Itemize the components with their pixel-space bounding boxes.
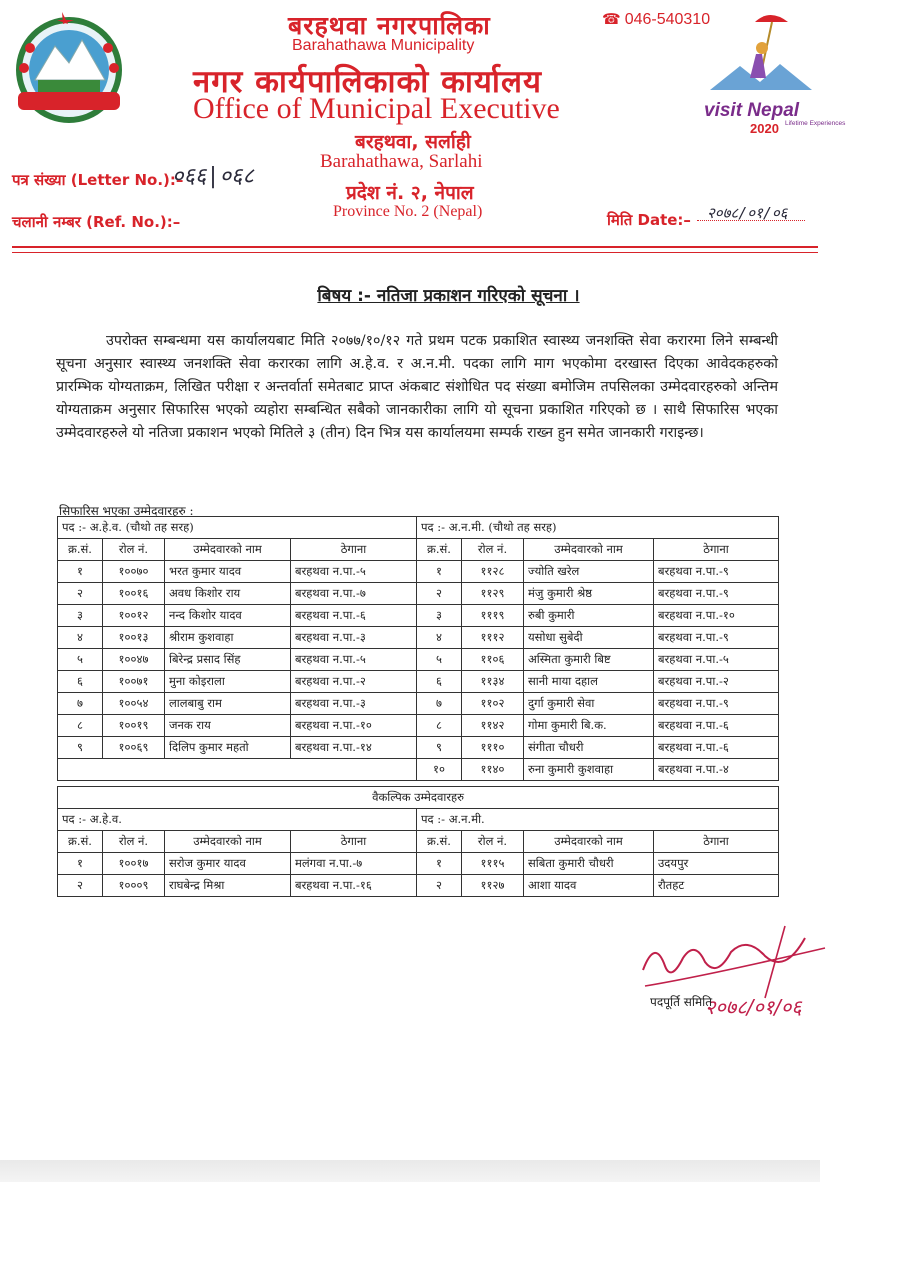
table-cell: बरहथवा न.पा.-४ [654,759,779,781]
table-cell: अवध किशोर राय [165,583,291,605]
column-header: क्र.सं. [417,831,462,853]
column-header: उम्मेदवारको नाम [165,539,291,561]
column-header: ठेगाना [291,539,417,561]
table-cell: आशा यादव [524,875,654,897]
table-row [58,605,779,627]
table-cell: ८ [58,715,103,737]
table-cell: बरहथवा न.पा.-९ [654,627,779,649]
table-title: वैकल्पिक उम्मेदवारहरु [58,787,779,809]
table-cell: बरहथवा न.पा.-१४ [291,737,417,759]
table-cell: बरहथवा न.पा.-७ [291,583,417,605]
table-cell: ११२७ [462,875,524,897]
table-row [58,715,779,737]
table-title-row [58,787,779,809]
table-cell: बरहथवा न.पा.-३ [291,627,417,649]
table-cell: बरहथवा न.पा.-५ [654,649,779,671]
table-cell: १ [58,853,103,875]
table-cell: सबिता कुमारी चौधरी [524,853,654,875]
table-cell: १००५४ [103,693,165,715]
table-cell: जनक राय [165,715,291,737]
office-name-nepali: नगर कार्यपालिकाको कार्यालय [193,64,542,100]
table-cell: श्रीराम कुशवाहा [165,627,291,649]
column-header: उम्मेदवारको नाम [165,831,291,853]
table-cell: १११२ [462,627,524,649]
table-cell: २ [417,875,462,897]
table-cell: १ [417,853,462,875]
table-cell: ज्योति खरेल [524,561,654,583]
table-cell: नन्द किशोर यादव [165,605,291,627]
table-row [58,853,779,875]
municipality-name-nepali: बरहथवा नगरपालिका [288,11,491,40]
recommended-candidates-label: सिफारिस भएका उम्मेदवारहरु : [59,504,194,518]
svg-text:Lifetime Experiences: Lifetime Experiences [785,120,846,127]
province-nepali: प्रदेश नं. २, नेपाल [346,182,474,204]
table-cell: दुर्गा कुमारी सेवा [524,693,654,715]
post-label-right: पद :- अ.न.मी. (चौथो तह सरह) [417,517,779,539]
column-header: ठेगाना [291,831,417,853]
handwritten-signature [635,918,835,1028]
table-cell: १११९ [462,605,524,627]
table-cell: १००१३ [103,627,165,649]
post-row [58,809,779,831]
table-cell: संगीता चौधरी [524,737,654,759]
municipality-name-english: Barahathawa Municipality [292,37,475,54]
table-cell: १००७० [103,561,165,583]
svg-text:2020: 2020 [750,121,779,136]
column-header: क्र.सं. [58,539,103,561]
table-cell: ८ [417,715,462,737]
table-cell: गोमा कुमारी बि.क. [524,715,654,737]
table-cell: ७ [58,693,103,715]
table-cell: सरोज कुमार यादव [165,853,291,875]
date-dotted-line [697,220,805,221]
province-english: Province No. 2 (Nepal) [333,203,483,220]
visit-nepal-logo [700,8,846,143]
table-cell: ११३४ [462,671,524,693]
empty-cell [58,759,417,781]
column-header: रोल नं. [103,539,165,561]
column-header: रोल नं. [462,831,524,853]
table-cell: १० [417,759,462,781]
table-cell: ९ [58,737,103,759]
table-cell: १०००९ [103,875,165,897]
table-cell: ३ [417,605,462,627]
table-cell: ९ [417,737,462,759]
date-label: मिति Date:– [607,211,691,229]
date-value: २०७८/०१/०६ [707,204,788,222]
table-cell: रुबी कुमारी [524,605,654,627]
table-cell: ७ [417,693,462,715]
table-cell: ६ [417,671,462,693]
table-cell: सानी माया दहाल [524,671,654,693]
header-row [58,539,779,561]
table-cell: उदयपुर [654,853,779,875]
table-cell: बरहथवा न.पा.-५ [291,561,417,583]
table-cell: २ [58,875,103,897]
header-divider [12,246,818,248]
office-name-english: Office of Municipal Executive [193,92,560,125]
table-cell: बरहथवा न.पा.-९ [654,693,779,715]
table-cell: १११० [462,737,524,759]
header-row [58,831,779,853]
table-cell: ११४० [462,759,524,781]
column-header: उम्मेदवारको नाम [524,831,654,853]
table-row [58,583,779,605]
table-cell: राघबेन्द्र मिश्रा [165,875,291,897]
svg-text:२०७८/०१/०६: २०७८/०१/०६ [705,995,802,1019]
table-cell: बरहथवा न.पा.-९ [654,583,779,605]
post-row [58,517,779,539]
column-header: क्र.सं. [58,831,103,853]
column-header: रोल नं. [462,539,524,561]
table-cell: रुना कुमारी कुशवाहा [524,759,654,781]
table-cell: बरहथवा न.पा.-२ [291,671,417,693]
table-cell: दिलिप कुमार महतो [165,737,291,759]
table-row [58,875,779,897]
column-header: ठेगाना [654,831,779,853]
subject-line: बिषय :- नतिजा प्रकाशन गरिएको सूचना । [317,286,580,306]
table-cell: अस्मिता कुमारी बिष्ट [524,649,654,671]
place-nepali: बरहथवा, सर्लाही [355,131,471,153]
table-cell: ११०६ [462,649,524,671]
table-row [58,627,779,649]
recommended-candidates-table [57,516,779,781]
table-cell: ३ [58,605,103,627]
nepal-emblem-logo [10,8,128,126]
table-cell: १००१२ [103,605,165,627]
table-cell: ११४२ [462,715,524,737]
table-cell: ११०२ [462,693,524,715]
table-cell: यसोधा सुबेदी [524,627,654,649]
table-cell: ५ [417,649,462,671]
table-row [58,671,779,693]
committee-label: पदपूर्ति समिति [650,995,713,1009]
table-cell: बिरेन्द्र प्रसाद सिंह [165,649,291,671]
table-cell: ५ [58,649,103,671]
table-row [58,693,779,715]
table-cell: बरहथवा न.पा.-६ [654,715,779,737]
table-row [58,561,779,583]
post-label-left: पद :- अ.हे.व. (चौथो तह सरह) [58,517,417,539]
table-cell: ११२९ [462,583,524,605]
column-header: क्र.सं. [417,539,462,561]
column-header: रोल नं. [103,831,165,853]
table-cell: रौतहट [654,875,779,897]
table-cell: बरहथवा न.पा.-१६ [291,875,417,897]
table-cell: १ [417,561,462,583]
table-row [58,759,779,781]
table-cell: भरत कुमार यादव [165,561,291,583]
table-cell: १११५ [462,853,524,875]
table-cell: २ [417,583,462,605]
table-cell: १००४७ [103,649,165,671]
letter-number-value: ०६६|०६८ [172,164,254,189]
table-cell: २ [58,583,103,605]
table-cell: लालबाबु राम [165,693,291,715]
column-header: उम्मेदवारको नाम [524,539,654,561]
table-cell: १००१९ [103,715,165,737]
table-cell: मंजु कुमारी श्रेष्ठ [524,583,654,605]
table-cell: बरहथवा न.पा.-२ [654,671,779,693]
header-divider-thin [12,252,818,253]
table-cell: ६ [58,671,103,693]
table-cell: बरहथवा न.पा.-९ [654,561,779,583]
post-label-right: पद :- अ.न.मी. [417,809,779,831]
notice-body: उपरोक्त सम्बन्धमा यस कार्यालयबाट मिति २०७७/१०/१२ गते प्रथम पटक प्रकाशित स्वास्थ्य जनशक्ति सेवा करारमा लिने सम्बन्धी सूचना अनुसार स्वास्थ्य जनशक्ति सेवा करारका लागि अ.हे.व. र अ.न.मी. पदका लागि माग भएकोमा दरखास्त दिएका आवेदकहरुको प्रारम्भिक योग्यताक्रम, लिखित परीक्षा र अन्तर्वार्ता समेतबाट प्राप्त अंकबाट संशोधित पद संख्या बमोजिम तपसिलका उम्मेदवारहरुको अन्तिम योग्यताक्रम अनुसार सिफारिस भएको व्यहोरा सम्बन्धित सबैको जानकारीका लागि यो सूचना प्रकाशित गरिएको छ । साथै सिफारिस भएका उम्मेदवारहरुले यो नतिजा प्रकाशन भएको मितिले ३ (तीन) दिन भित्र यस कार्यालयमा सम्पर्क राख्न हुन समेत जानकारी गराइन्छ। [56,333,779,441]
table-cell: बरहथवा न.पा.-१० [291,715,417,737]
table-cell: ११२८ [462,561,524,583]
table-cell: मलंगवा न.पा.-७ [291,853,417,875]
table-cell: बरहथवा न.पा.-१० [654,605,779,627]
phone-number: ☎ 046-540310 [602,11,711,28]
table-cell: ४ [58,627,103,649]
table-cell: बरहथवा न.पा.-६ [291,605,417,627]
svg-text:visit Nepal: visit Nepal [704,100,800,121]
table-row [58,737,779,759]
table-cell: १ [58,561,103,583]
alternate-candidates-table [57,786,779,897]
table-row [58,649,779,671]
table-cell: बरहथवा न.पा.-६ [654,737,779,759]
table-cell: १००७१ [103,671,165,693]
scan-shadow-band [0,1160,820,1182]
post-label-left: पद :- अ.हे.व. [58,809,417,831]
letter-number-label: पत्र संख्या (Letter No.):– [12,171,184,189]
table-cell: १००१७ [103,853,165,875]
table-cell: बरहथवा न.पा.-५ [291,649,417,671]
table-cell: ४ [417,627,462,649]
telephone-icon: ☎ [602,11,621,28]
place-english: Barahathawa, Sarlahi [320,151,483,172]
table-cell: १००१६ [103,583,165,605]
table-cell: बरहथवा न.पा.-३ [291,693,417,715]
reference-number-label: चलानी नम्बर (Ref. No.):– [12,213,181,231]
column-header: ठेगाना [654,539,779,561]
table-cell: १००६९ [103,737,165,759]
table-cell: मुना कोइराला [165,671,291,693]
